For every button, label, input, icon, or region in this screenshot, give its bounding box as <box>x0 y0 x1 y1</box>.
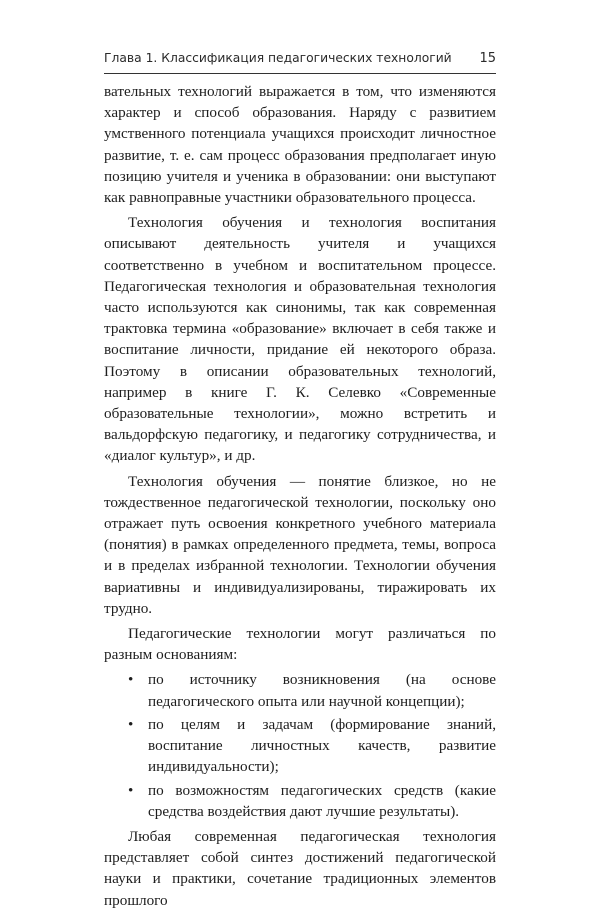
page-number: 15 <box>479 51 496 66</box>
bullet-icon: • <box>128 671 134 689</box>
list-item-text: по источнику возникновения (на основе педагогического опыта или научной концепции); <box>148 671 496 710</box>
paragraph-continuation: вательных технологий выражается в том, что изменяются характер и способ образования. Наряду с развитием умственного потенциала учащихся происходит личностное развитие, т. е. сам процесс образования предполагает иную позицию учителя и ученика в образовании: они выступают как равноправные участники образовательного процесса. <box>104 83 496 207</box>
classification-list <box>104 669 496 821</box>
list-item-text: по возможностям педагогических средств (какие средства воздействия дают лучшие результаты). <box>148 781 496 820</box>
bullet-icon: • <box>128 715 134 733</box>
paragraph-learning-technology: Технология обучения — понятие близкое, но не тождественное педагогической технологии, поскольку оно отражает путь освоения конкретного учебного материала (понятия) в рамках определенного предмета, темы, вопроса и в пределах избранной технологии. Технологии обучения вариативны и индивидуализированы, тиражировать их трудно. <box>104 472 496 617</box>
list-item <box>104 714 496 778</box>
paragraph-classification-intro: Педагогические технологии могут различаться по разным основаниям: <box>104 625 496 664</box>
list-item-text: по целям и задачам (формирование знаний, воспитание личностных качеств, развитие индивидуальности); <box>148 715 496 776</box>
header-divider <box>104 73 496 74</box>
bullet-icon: • <box>128 781 134 799</box>
body-text <box>104 81 496 915</box>
list-item <box>104 780 496 822</box>
list-item <box>104 669 496 711</box>
paragraph-technology-definitions: Технология обучения и технология воспитания описывают деятельность учителя и учащихся соответственно в учебном и воспитательном процессе. Педагогическая технология и образовательная технология часто используются как синонимы, так как современная трактовка термина «образование» включает в себя также и воспитание личности, придание ей некоторого образа. Поэтому в описании образовательных технологий, например в книге Г. К. Селевко «Современные образовательные технологии», можно встретить и вальдорфскую педагогику, и педагогику сотрудничества, и «диалог культур», и др. <box>104 214 496 465</box>
chapter-title: Глава 1. Классификация педагогических технологий <box>104 51 452 65</box>
paragraph-closing: Любая современная педагогическая технология представляет собой синтез достижений педагогической науки и практики, сочетание традиционных элементов прошлого <box>104 827 496 909</box>
running-header <box>104 48 496 72</box>
